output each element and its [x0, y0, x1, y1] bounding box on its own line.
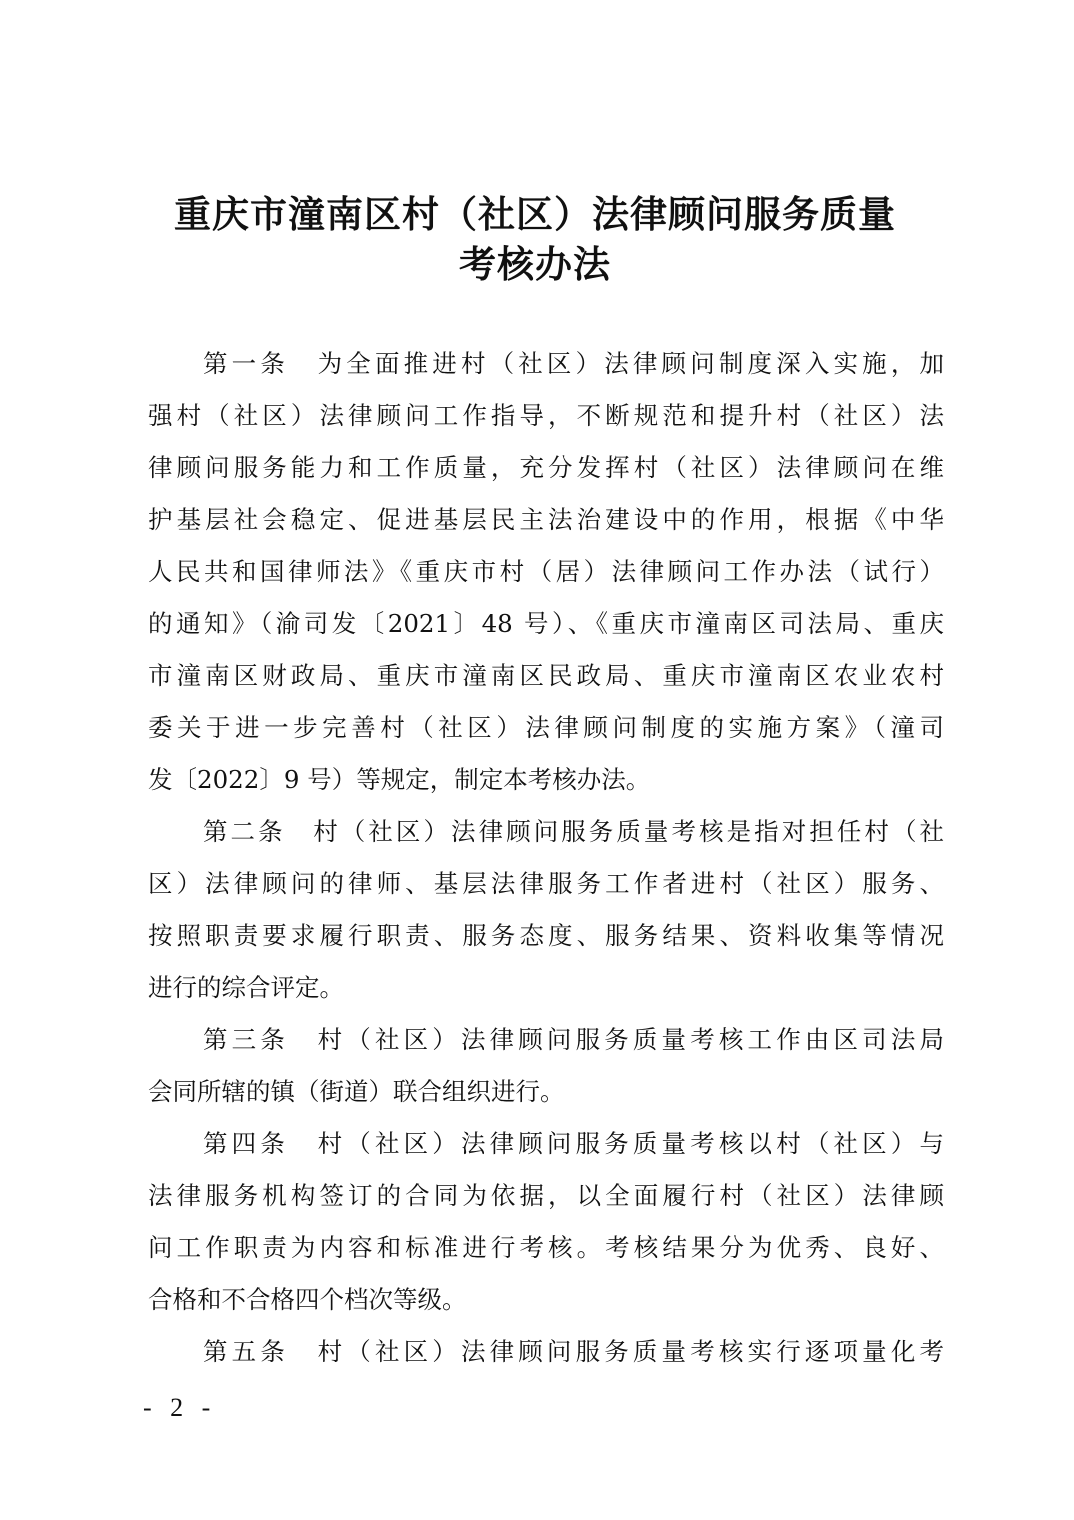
page-number: - 2 - — [143, 1393, 217, 1422]
article-1-line: 委关于进一步完善村（社区）法律顾问制度的实施方案》（潼司 — [148, 713, 944, 742]
article-5-line: 第五条 村（社区）法律顾问服务质量考核实行逐项量化考 — [203, 1337, 944, 1366]
article-1-line: 强村（社区）法律顾问工作指导，不断规范和提升村（社区）法 — [148, 401, 944, 430]
article-4-line: 合格和不合格四个档次等级。 — [148, 1285, 467, 1314]
article-1-line: 人民共和国律师法》《重庆市村（居）法律顾问工作办法（试行） — [148, 557, 944, 586]
article-3-line: 会同所辖的镇（街道）联合组织进行。 — [148, 1077, 565, 1106]
article-4-line: 第四条 村（社区）法律顾问服务质量考核以村（社区）与 — [203, 1129, 944, 1158]
article-1-line: 市潼南区财政局、重庆市潼南区民政局、重庆市潼南区农业农村 — [148, 661, 944, 690]
article-1-line: 护基层社会稳定、促进基层民主法治建设中的作用，根据《中华 — [148, 505, 944, 534]
article-3-line: 第三条 村（社区）法律顾问服务质量考核工作由区司法局 — [203, 1025, 944, 1054]
article-1-line: 的通知》（渝司发〔2021〕48 号）、《重庆市潼南区司法局、重庆 — [148, 609, 944, 638]
document-title-line-2: 考核办法 — [459, 243, 611, 286]
article-1-line: 第一条 为全面推进村（社区）法律顾问制度深入实施，加 — [203, 349, 944, 378]
article-1-line: 发〔2022〕9 号）等规定，制定本考核办法。 — [148, 765, 651, 794]
article-4-line: 问工作职责为内容和标准进行考核。考核结果分为优秀、良好、 — [148, 1233, 944, 1262]
article-2-line: 按照职责要求履行职责、服务态度、服务结果、资料收集等情况 — [148, 921, 944, 950]
article-4-line: 法律服务机构签订的合同为依据，以全面履行村（社区）法律顾 — [148, 1181, 944, 1210]
article-2-line: 第二条 村（社区）法律顾问服务质量考核是指对担任村（社 — [203, 817, 944, 846]
article-2-line: 区）法律顾问的律师、基层法律服务工作者进村（社区）服务、 — [148, 869, 944, 898]
article-1-line: 律顾问服务能力和工作质量，充分发挥村（社区）法律顾问在维 — [148, 453, 944, 482]
document-title-line-1: 重庆市潼南区村（社区）法律顾问服务质量 — [174, 193, 896, 236]
article-2-line: 进行的综合评定。 — [148, 973, 344, 1002]
